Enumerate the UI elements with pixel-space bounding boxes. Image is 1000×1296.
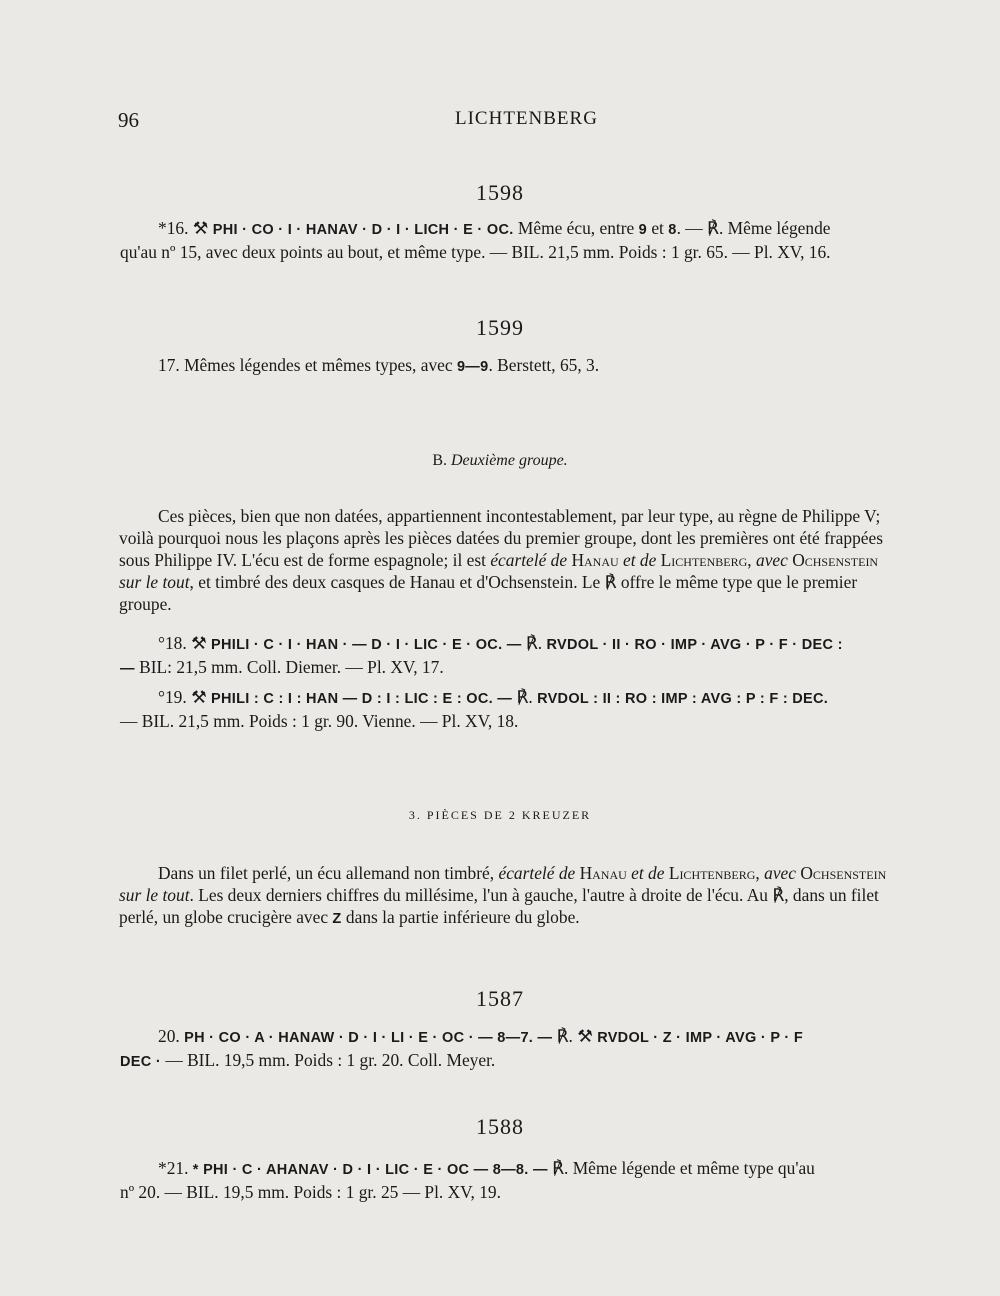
entry-number: °18.	[158, 633, 187, 653]
entry-text: 17. Mêmes légendes et mêmes types, avec	[158, 355, 457, 375]
entry-20-line-1	[158, 1025, 940, 1049]
reverse-legend: RVDOL : II : RO : IMP : AVG : P : F : DEC.	[537, 691, 829, 707]
entry-16	[120, 217, 940, 263]
entry-18-line-1	[158, 632, 940, 656]
crossed-hammers-icon: ⚒	[192, 219, 209, 239]
reverse-legend: RVDOL · II · RO · IMP · AVG · P · F · DEC :	[546, 637, 843, 653]
reverse-sign-icon: ℟.	[552, 1158, 569, 1178]
entry-20-line-2	[120, 1049, 940, 1073]
para-text: avec	[764, 863, 796, 883]
para-text: , dans un filet	[784, 885, 879, 905]
para-text: perlé, un globe crucigère avec	[119, 907, 333, 927]
year-heading-1599: 1599	[476, 315, 524, 340]
entry-text: Même écu, entre	[513, 218, 639, 238]
para-text: , et timbré des deux casques de Hanau et d'Ochsenstein. Le	[189, 572, 605, 592]
entry-16-line-1	[158, 217, 940, 241]
entry-21	[120, 1157, 940, 1203]
obverse-legend: PHILI : C : I : HAN — D : I : LIC : E : OC. —	[211, 691, 513, 707]
section-title: Deuxième groupe.	[450, 452, 568, 469]
para-line: voilà pourquoi nous les plaçons après les pièces datées du premier groupe, dont les premières ont été frappées	[119, 528, 883, 548]
para-text: Z	[332, 911, 342, 927]
entry-19-line-2: — BIL. 21,5 mm. Poids : 1 gr. 90. Vienne. — Pl. XV, 18.	[120, 711, 519, 731]
entry-text: — BIL. 19,5 mm. Poids : 1 gr. 20. Coll. Meyer.	[160, 1050, 496, 1070]
year-heading-1598: 1598	[476, 180, 524, 205]
entry-number: *21.	[158, 1158, 189, 1178]
entry-18	[120, 632, 940, 680]
para-line: groupe.	[119, 594, 172, 614]
page-number: 96	[118, 108, 139, 132]
entry-text: —	[120, 661, 135, 677]
obverse-legend: PHI · CO · I · HANAV · D · I · LICH · E · OC.	[212, 222, 514, 238]
entry-16-line-2: qu'au nº 15, avec deux points au bout, et même type. — BIL. 21,5 mm. Poids : 1 gr. 65. — Pl. XV, 16.	[120, 242, 831, 262]
year-heading-1587: 1587	[476, 986, 524, 1011]
entry-number: *16.	[158, 218, 189, 238]
para-line: Ces pièces, bien que non datées, appartiennent incontestablement, par leur type, au règne de Philippe V;	[158, 506, 881, 526]
crossed-hammers-icon: ⚒	[191, 688, 207, 708]
reverse-sign-icon: ℟.	[525, 633, 543, 653]
para-text: dans la partie inférieure du globe.	[341, 907, 580, 927]
paragraph-group-b	[119, 505, 940, 615]
entry-20	[120, 1025, 940, 1073]
reverse-sign-icon: ℟	[604, 572, 617, 592]
para-text: sur le tout	[119, 885, 190, 905]
entry-19-line-1	[158, 686, 940, 710]
obverse-legend: PHILI · C · I · HAN · — D · I · LIC · E · OC. —	[211, 637, 522, 653]
section-label: B.	[432, 452, 447, 469]
entry-17	[158, 354, 599, 378]
para-text: sur le tout	[119, 572, 190, 592]
entry-number: 20.	[158, 1026, 180, 1046]
para-text: et de	[631, 863, 665, 883]
para-text: Lichtenberg,	[664, 863, 765, 883]
reverse-legend: RVDOL · Z · IMP · AVG · P · F	[597, 1030, 803, 1046]
entry-19	[120, 686, 940, 732]
header-title: LICHTENBERG	[455, 108, 598, 129]
date-mark: 8	[668, 222, 677, 238]
para-text: Ochsenstein	[796, 863, 887, 883]
hammer-icon: ⚒	[577, 1027, 593, 1047]
entry-text: et	[646, 218, 669, 238]
para-text: écartelé de	[498, 863, 576, 883]
date-mark: 9	[638, 222, 647, 238]
para-text: sous Philippe IV. L'écu est de forme espagnole; il est	[119, 550, 491, 570]
year-heading-1588: 1588	[476, 1114, 524, 1139]
reverse-sign-icon: ℟.	[707, 218, 724, 238]
para-text: Lichtenberg,	[656, 550, 756, 570]
para-text: . Les deux derniers chiffres du millésime, l'un à gauche, l'autre à droite de l'écu. Au	[189, 885, 773, 905]
entry-text: DEC ·	[120, 1054, 161, 1070]
para-line	[119, 571, 940, 593]
entry-text: Même légende	[723, 218, 831, 238]
para-text: Hanau	[567, 550, 624, 570]
para-line	[119, 549, 940, 571]
entry-18-line-2	[120, 656, 940, 680]
entry-text: . —	[676, 218, 708, 238]
entry-21-line-1	[158, 1157, 940, 1181]
para-text: et de	[623, 550, 657, 570]
obverse-legend: * PHI · C · AHANAV · D · I · LIC · E · OC — 8—8. —	[192, 1162, 548, 1178]
section-3-heading: 3. PIÈCES DE 2 KREUZER	[408, 808, 592, 822]
para-text: écartelé de	[490, 550, 568, 570]
reverse-sign-icon: ℟.	[556, 1026, 573, 1046]
entry-text: BIL: 21,5 mm. Coll. Diemer. — Pl. XV, 17.	[134, 657, 444, 677]
entry-text: . Berstett, 65, 3.	[488, 355, 600, 375]
entry-number: °19.	[158, 687, 187, 707]
section-b-heading	[0, 452, 1000, 470]
para-line	[119, 906, 940, 930]
entry-text: Même légende et même type qu'au	[568, 1158, 815, 1178]
entry-21-line-2: nº 20. — BIL. 19,5 mm. Poids : 1 gr. 25 — Pl. XV, 19.	[120, 1182, 501, 1202]
reverse-sign-icon: ℟.	[516, 687, 533, 707]
para-line	[119, 884, 940, 906]
obverse-legend: PH · CO · A · HANAW · D · I · LI · E · OC · — 8—7. —	[184, 1030, 553, 1046]
para-text: avec	[756, 550, 788, 570]
crossed-hammers-icon: ⚒	[191, 634, 207, 654]
para-text: Hanau	[575, 863, 632, 883]
date-mark: 9—9	[456, 359, 489, 375]
para-text: offre le même type que le premier	[616, 572, 858, 592]
para-text: Ochsenstein	[787, 550, 879, 570]
reverse-sign-icon: ℟	[772, 885, 785, 905]
paragraph-section-3	[119, 862, 940, 930]
para-line	[158, 862, 940, 884]
para-text: Dans un filet perlé, un écu allemand non timbré,	[158, 863, 499, 883]
